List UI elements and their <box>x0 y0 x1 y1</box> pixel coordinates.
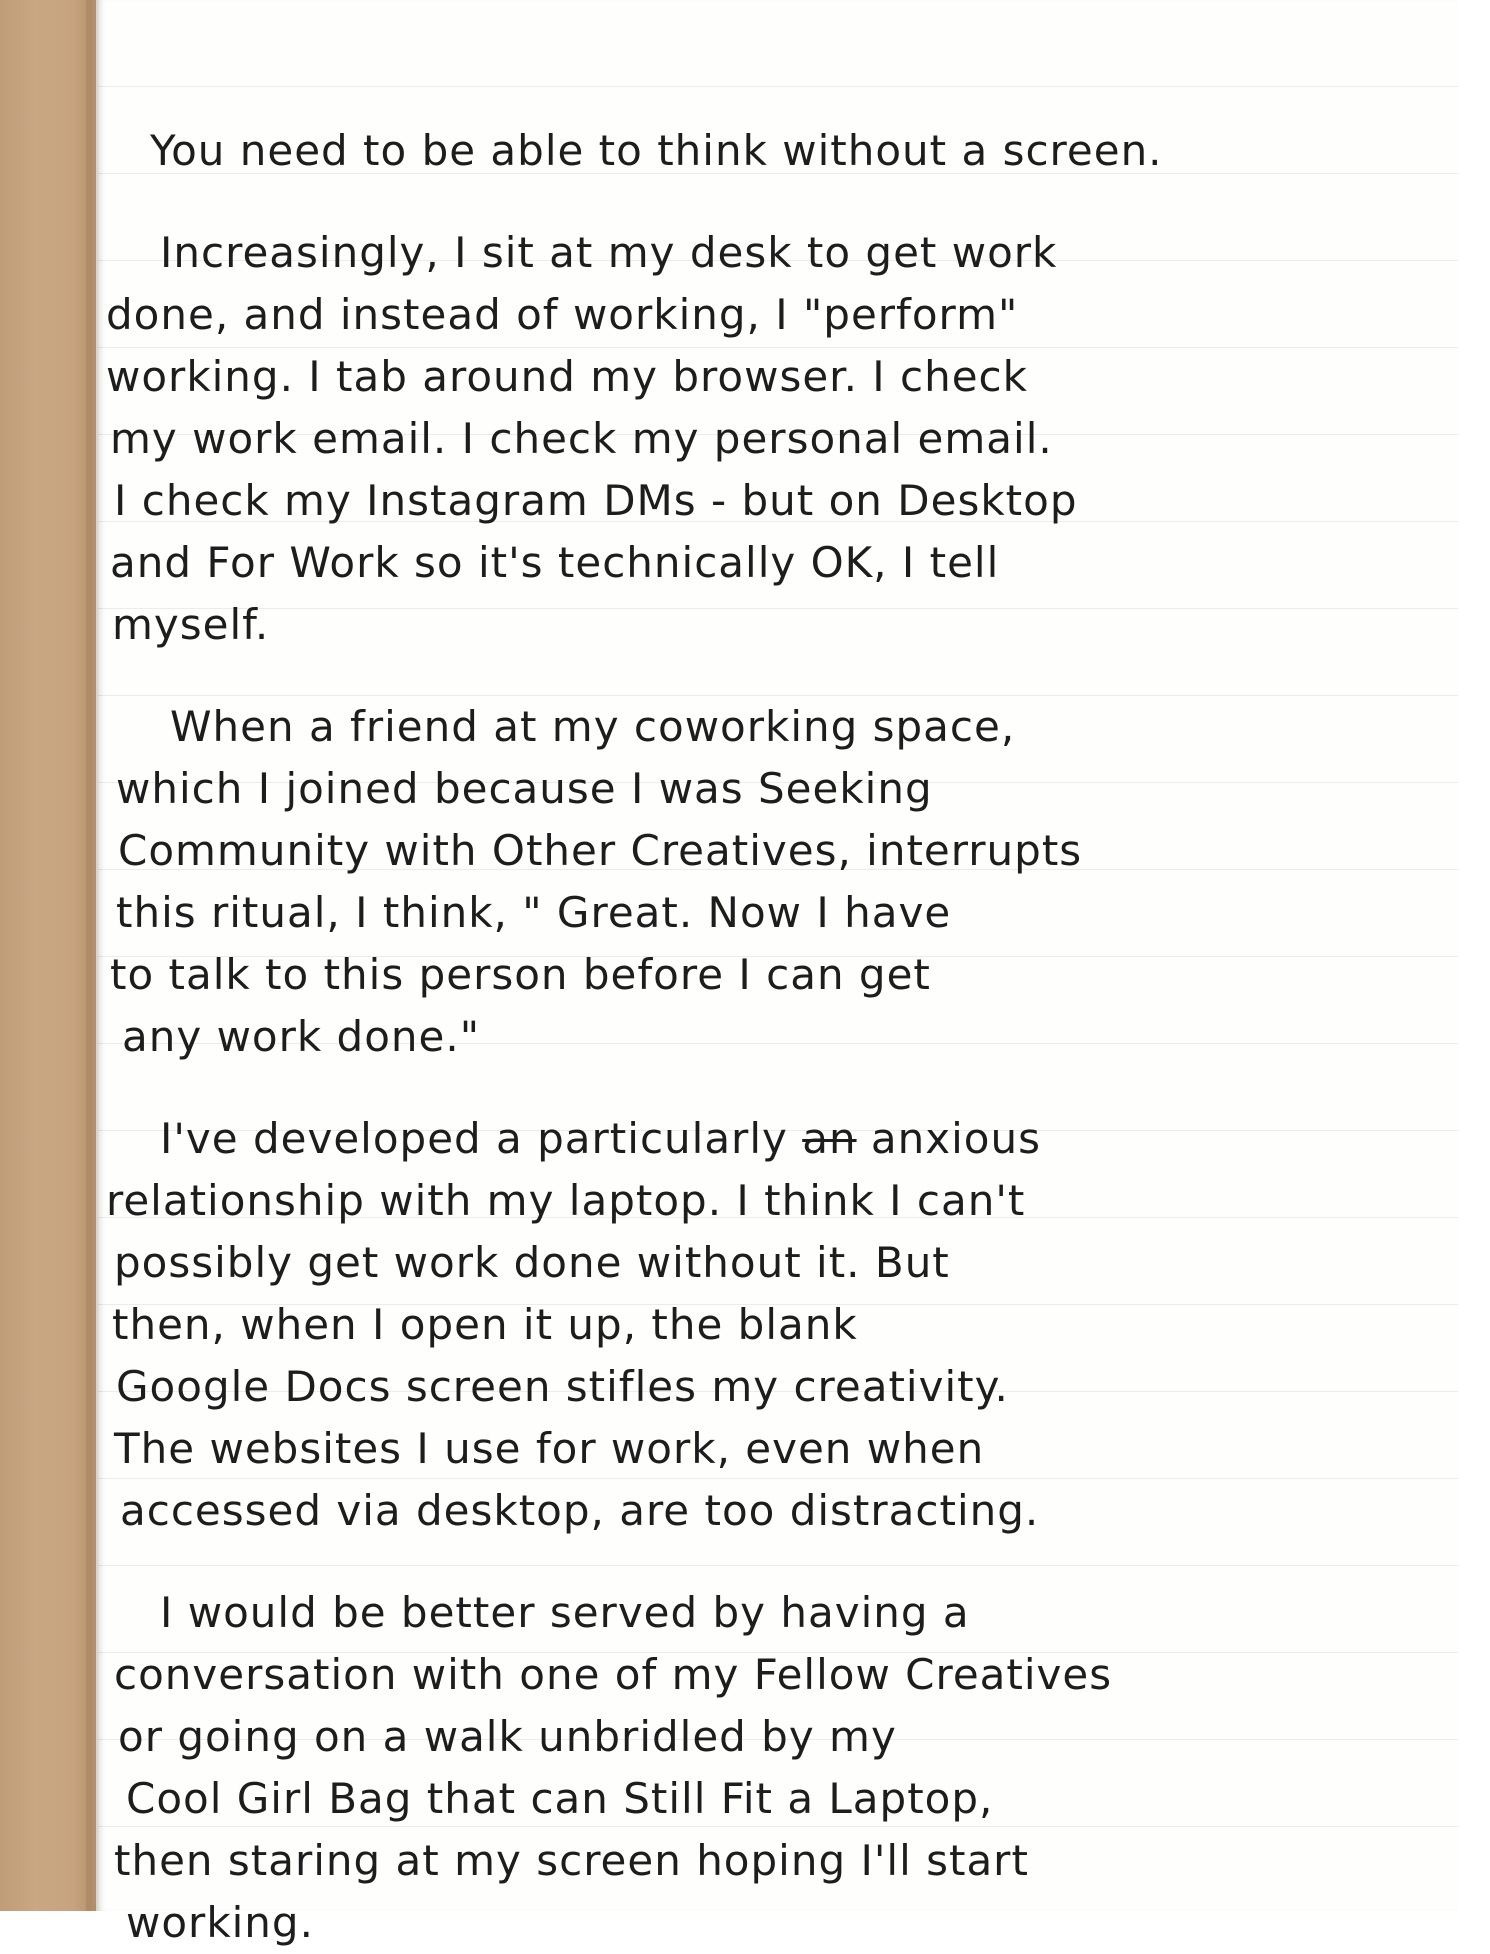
text-line: or going on a walk unbridled by my <box>118 1712 897 1761</box>
text-line: and For Work so it's technically OK, I tell <box>110 538 1000 587</box>
text-line: possibly get work done without it. But <box>114 1238 950 1287</box>
text-line: The websites I use for work, even when <box>114 1424 985 1473</box>
text-line: then, when I open it up, the blank <box>112 1300 858 1349</box>
paragraph-3 <box>110 696 1440 1068</box>
text-line: myself. <box>112 600 270 649</box>
text-line: working. I tab around my browser. I check <box>106 352 1028 401</box>
paragraph-1 <box>120 120 1440 182</box>
text-line: then staring at my screen hoping I'll start <box>114 1836 1029 1885</box>
text-line: Google Docs screen stifles my creativity. <box>116 1362 1009 1411</box>
text-line: this ritual, I think, " Great. Now I have <box>116 888 952 937</box>
text-line: Community with Other Creatives, interrupts <box>118 826 1083 875</box>
text-line: When a friend at my coworking space, <box>170 702 1016 751</box>
handwritten-text <box>106 120 1440 1954</box>
text-line: working. <box>126 1898 314 1947</box>
cardboard-backing <box>0 0 98 1911</box>
text-line: Cool Girl Bag that can Still Fit a Laptop, <box>126 1774 994 1823</box>
line-start: I've developed a particularly <box>160 1114 803 1163</box>
text-line: accessed via desktop, are too distracting. <box>120 1486 1040 1535</box>
cardboard-edge <box>86 0 92 1911</box>
paragraph-5 <box>114 1582 1440 1954</box>
text-line <box>160 1108 1480 1170</box>
text-line: to talk to this person before I can get <box>110 950 931 999</box>
text-line: done, and instead of working, I "perform" <box>106 290 1019 339</box>
text-line: I check my Instagram DMs - but on Desktop <box>114 476 1078 525</box>
text-line: any work done." <box>122 1012 481 1061</box>
paragraph-2 <box>106 222 1440 656</box>
text-line: relationship with my laptop. I think I can't <box>106 1176 1026 1225</box>
text-line: conversation with one of my Fellow Creatives <box>114 1650 1113 1699</box>
line-end: anxious <box>856 1114 1041 1163</box>
text-line: my work email. I check my personal email. <box>110 414 1053 463</box>
text-line: I would be better served by having a <box>160 1588 970 1637</box>
paragraph-4 <box>106 1108 1440 1542</box>
text-line: You need to be able to think without a screen. <box>150 126 1163 175</box>
crossed-out-word: an <box>802 1114 857 1163</box>
text-line: which I joined because I was Seeking <box>116 764 933 813</box>
text-line: Increasingly, I sit at my desk to get work <box>160 228 1058 277</box>
